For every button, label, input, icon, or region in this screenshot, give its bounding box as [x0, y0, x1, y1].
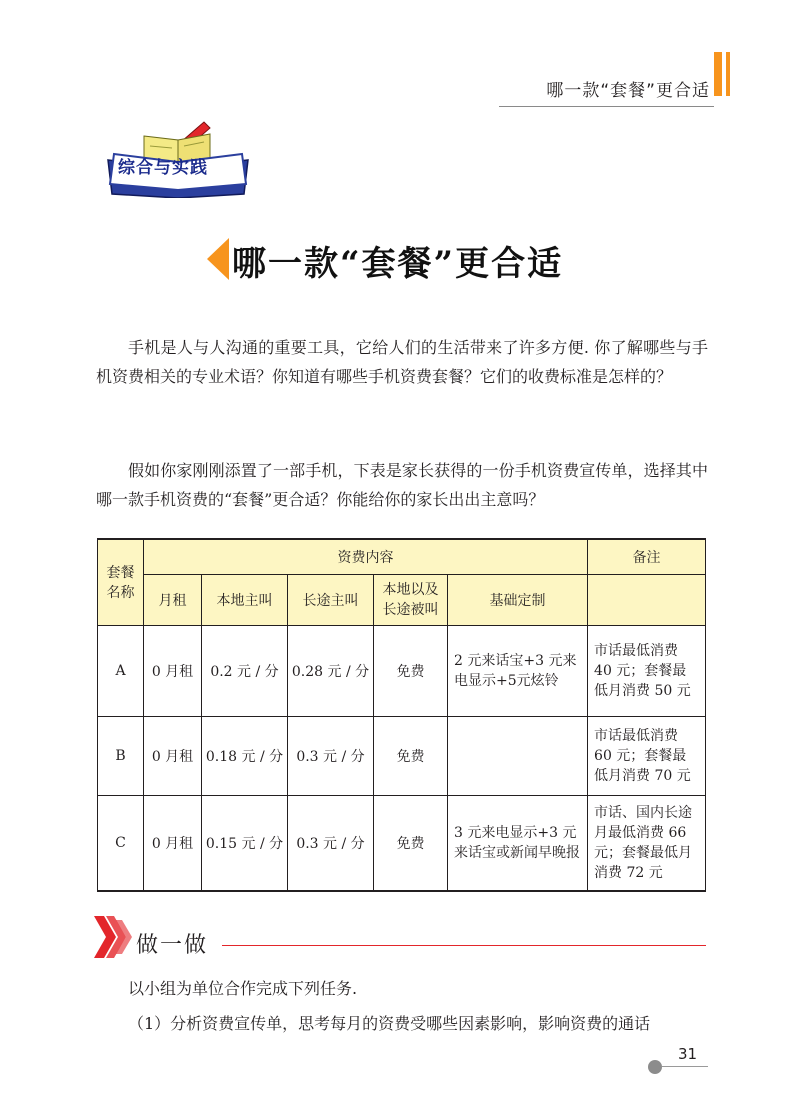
header-custom: 基础定制 [448, 575, 588, 626]
long-call-rate: 0.28 元 / 分 [288, 626, 374, 717]
monthly-rent: 0 月租 [144, 796, 202, 892]
plan-note: 市话、国内长途月最低消费 66 元；套餐最低月消费 72 元 [588, 796, 706, 892]
called-rate: 免费 [374, 717, 448, 796]
long-call-rate: 0.3 元 / 分 [288, 717, 374, 796]
local-call-rate: 0.18 元 / 分 [202, 717, 288, 796]
plan-name: A [98, 626, 144, 717]
called-rate: 免费 [374, 796, 448, 892]
header-long-call: 长途主叫 [288, 575, 374, 626]
title-arrow-icon [205, 238, 229, 280]
task-intro: 以小组为单位合作完成下列任务. [128, 979, 358, 998]
page-number: 31 [678, 1045, 698, 1063]
table-row [98, 626, 706, 717]
monthly-rent: 0 月租 [144, 717, 202, 796]
question-paragraph: 假如你家刚刚添置了一部手机，下表是家长获得的一份手机资费宣传单，选择其中哪一款手机资费的“套餐”更合适？你能给你的家长出出主意吗？ [96, 461, 708, 509]
header-rule [499, 106, 714, 107]
header-called: 本地以及长途被叫 [374, 575, 448, 626]
called-rate: 免费 [374, 626, 448, 717]
page-number-dot [648, 1060, 662, 1074]
intro-paragraph: 手机是人与人沟通的重要工具，它给人们的生活带来了许多方便. 你了解哪些与手机资费相关的专业术语？你知道有哪些手机资费套餐？它们的收费标准是怎样的？ [96, 338, 708, 386]
plan-note: 市话最低消费 40 元；套餐最低月消费 50 元 [588, 626, 706, 717]
long-call-rate: 0.3 元 / 分 [288, 796, 374, 892]
table-row [98, 796, 706, 892]
header-accent-bar [714, 52, 722, 96]
table-row [98, 717, 706, 796]
header-note-blank [588, 575, 706, 626]
header-local-call: 本地主叫 [202, 575, 288, 626]
running-header [0, 76, 800, 100]
custom-package [448, 717, 588, 796]
local-call-rate: 0.15 元 / 分 [202, 796, 288, 892]
local-call-rate: 0.2 元 / 分 [202, 626, 288, 717]
task-item-1: （1）分析资费宣传单，思考每月的资费受哪些因素影响，影响资费的通话 [128, 1014, 651, 1033]
plan-name: B [98, 717, 144, 796]
header-monthly-rent: 月租 [144, 575, 202, 626]
section-title: 做一做 [136, 933, 209, 958]
custom-package: 3 元来电显示+3 元来话宝或新闻早晚报 [448, 796, 588, 892]
header-fee-content: 资费内容 [144, 539, 588, 575]
plan-note: 市话最低消费 60 元；套餐最低月消费 70 元 [588, 717, 706, 796]
header-accent-bar-thin [726, 52, 730, 96]
header-plan-name: 套餐名称 [98, 539, 144, 626]
section-rule [222, 945, 706, 946]
custom-package: 2 元来话宝+3 元来电显示+5元炫铃 [448, 626, 588, 717]
running-header-title: 哪一款“套餐”更合适 [546, 81, 710, 101]
page-title: 哪一款“套餐”更合适 [232, 244, 564, 284]
chevrons-icon [94, 916, 134, 958]
header-note: 备注 [588, 539, 706, 575]
plan-name: C [98, 796, 144, 892]
page-number-rule [662, 1066, 708, 1067]
monthly-rent: 0 月租 [144, 626, 202, 717]
fee-table [97, 538, 706, 892]
badge-label: 综合与实践 [118, 158, 208, 178]
